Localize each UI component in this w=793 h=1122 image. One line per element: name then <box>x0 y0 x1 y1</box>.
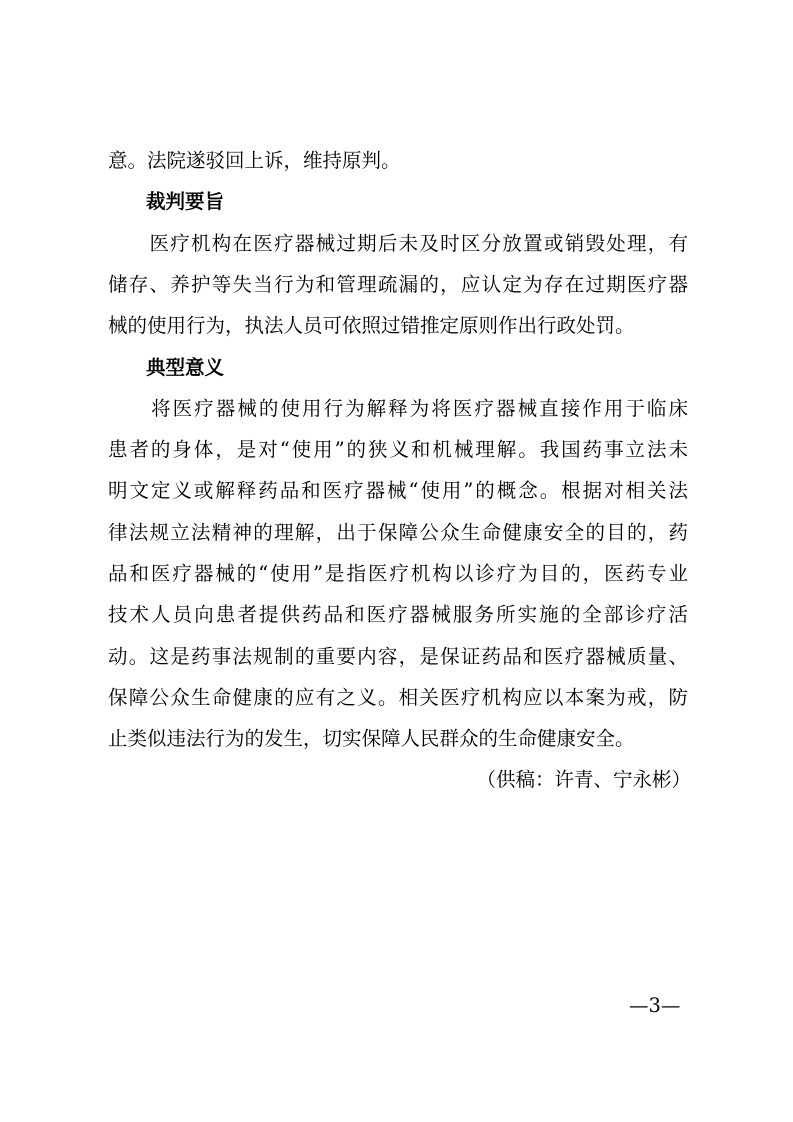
paragraph-line: 患者的身体，是对“使用”的狭义和机械理解。我国药事立法未 <box>108 438 688 461</box>
paragraph-line: 动。这是药事法规制的重要内容，是保证药品和医疗器械质量、 <box>108 645 688 668</box>
paragraph-line: 明文定义或解释药品和医疗器械“使用”的概念。根据对相关法 <box>108 479 688 502</box>
paragraph-line: 技术人员向患者提供药品和医疗器械服务所实施的全部诊疗活 <box>108 603 688 626</box>
section-heading-ruling-gist: 裁判要旨 <box>146 190 225 213</box>
paragraph-line: 将医疗器械的使用行为解释为将医疗器械直接作用于临床 <box>108 397 688 420</box>
paragraph-line: 品和医疗器械的“使用”是指医疗机构以诊疗为目的，医药专业 <box>108 562 688 585</box>
paragraph-line: 律法规立法精神的理解，出于保障公众生命健康安全的目的，药 <box>108 521 688 544</box>
opening-line: 意。法院遂驳回上诉，维持原判。 <box>108 149 401 172</box>
page-number: —3— <box>629 994 681 1017</box>
contributor-credit: （供稿：许青、宁永彬） <box>476 768 691 791</box>
paragraph-line: 储存、养护等失当行为和管理疏漏的，应认定为存在过期医疗器 <box>108 273 688 296</box>
paragraph-line: 械的使用行为，执法人员可依照过错推定原则作出行政处罚。 <box>108 314 635 337</box>
paragraph-line: 止类似违法行为的发生，切实保障人民群众的生命健康安全。 <box>108 727 635 750</box>
paragraph-line: 医疗机构在医疗器械过期后未及时区分放置或销毁处理，有 <box>108 232 688 255</box>
section-heading-typical-significance: 典型意义 <box>146 356 225 379</box>
paragraph-line: 保障公众生命健康的应有之义。相关医疗机构应以本案为戒，防 <box>108 686 688 709</box>
